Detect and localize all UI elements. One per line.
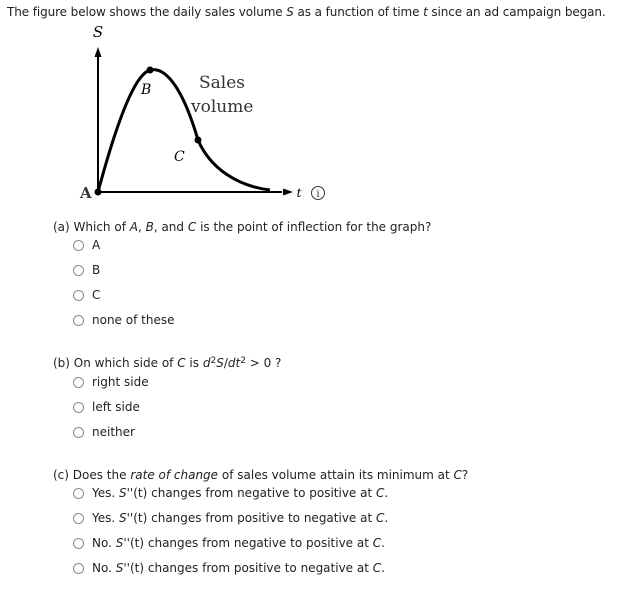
option-text: No. bbox=[92, 561, 116, 575]
question-a-text: is the point of inflection for the graph? bbox=[196, 220, 432, 234]
option-text: changes from positive to negative at bbox=[144, 561, 373, 575]
intro-text bbox=[7, 5, 606, 19]
question-c bbox=[53, 468, 468, 482]
option-label bbox=[92, 536, 385, 550]
radio-button[interactable] bbox=[73, 488, 84, 499]
option-b-right[interactable] bbox=[73, 374, 149, 390]
option-var: C bbox=[372, 536, 382, 550]
option-b-neither[interactable] bbox=[73, 424, 135, 440]
question-b-exponent: 2 bbox=[210, 356, 217, 366]
option-label bbox=[92, 561, 385, 575]
option-label bbox=[92, 486, 388, 500]
question-a-var: B bbox=[145, 220, 154, 234]
question-a-text: , bbox=[137, 220, 146, 234]
option-text: changes from negative to positive at bbox=[144, 536, 373, 550]
x-axis-arrow bbox=[283, 189, 293, 196]
question-a-var: A bbox=[129, 220, 138, 234]
info-icon-glyph: i bbox=[316, 189, 320, 200]
question-b-text: / bbox=[223, 356, 228, 370]
option-text: (t) bbox=[133, 486, 148, 500]
option-c-1[interactable] bbox=[73, 485, 388, 501]
radio-button[interactable] bbox=[73, 427, 84, 438]
y-axis-label: S bbox=[92, 23, 104, 41]
sales-volume-figure bbox=[72, 20, 347, 210]
question-b-text: (b) On which side of bbox=[53, 356, 178, 370]
option-fn: S'' bbox=[115, 561, 130, 575]
option-a-none[interactable] bbox=[73, 312, 174, 328]
question-b-text: > 0 ? bbox=[245, 356, 282, 370]
question-a bbox=[53, 220, 431, 234]
intro-var-s: S bbox=[286, 5, 294, 19]
option-a-b[interactable] bbox=[73, 262, 100, 278]
question-a-var: C bbox=[187, 220, 197, 234]
question-a-text: , and bbox=[153, 220, 188, 234]
option-c-3[interactable] bbox=[73, 535, 385, 551]
option-label bbox=[92, 511, 388, 525]
option-text: Yes. bbox=[92, 486, 119, 500]
option-label: C bbox=[92, 288, 101, 302]
option-a-c[interactable] bbox=[73, 287, 100, 303]
option-text: (t) bbox=[133, 511, 148, 525]
radio-button[interactable] bbox=[73, 377, 84, 388]
point-b-label: B bbox=[141, 82, 152, 98]
question-c-var: C bbox=[453, 468, 462, 482]
option-c-4[interactable] bbox=[73, 560, 385, 576]
radio-button[interactable] bbox=[73, 315, 84, 326]
intro-text-part: as a function of time bbox=[293, 5, 424, 19]
question-b-exponent: 2 bbox=[240, 356, 246, 366]
radio-button[interactable] bbox=[73, 290, 84, 301]
question-b-var: d bbox=[202, 356, 211, 370]
question-b-var: C bbox=[177, 356, 186, 370]
intro-text-part: The figure below shows the daily sales volume bbox=[7, 5, 287, 19]
option-text: changes from negative to positive at bbox=[147, 486, 376, 500]
question-c-emphasis: rate of change bbox=[130, 468, 219, 482]
point-a-label: A bbox=[80, 184, 92, 202]
option-fn: S'' bbox=[119, 511, 134, 525]
option-a-a[interactable] bbox=[73, 237, 100, 253]
option-b-left[interactable] bbox=[73, 399, 140, 415]
point-c-dot bbox=[195, 137, 202, 144]
intro-var-t: t bbox=[423, 5, 428, 19]
question-c-text: of sales volume attain its minimum at bbox=[218, 468, 454, 482]
radio-button[interactable] bbox=[73, 265, 84, 276]
option-text: . bbox=[381, 536, 385, 550]
question-c-text: (c) Does the bbox=[53, 468, 131, 482]
option-label: none of these bbox=[92, 313, 175, 327]
option-label: neither bbox=[92, 425, 135, 439]
option-var: C bbox=[376, 511, 385, 525]
option-text: . bbox=[381, 561, 385, 575]
question-c-text: ? bbox=[461, 468, 469, 482]
curve-label-line1: Sales bbox=[199, 73, 246, 93]
question-b bbox=[53, 356, 281, 370]
radio-button[interactable] bbox=[73, 240, 84, 251]
option-label: left side bbox=[92, 400, 140, 414]
question-b-var: S bbox=[216, 356, 224, 370]
point-a-dot bbox=[95, 189, 102, 196]
question-b-var: dt bbox=[227, 356, 241, 370]
option-fn: S'' bbox=[119, 486, 134, 500]
curve-label-line2: volume bbox=[191, 97, 254, 117]
radio-button[interactable] bbox=[73, 563, 84, 574]
point-b-dot bbox=[147, 67, 154, 74]
option-label: B bbox=[92, 263, 101, 277]
question-a-text: (a) Which of bbox=[53, 220, 130, 234]
option-fn: S'' bbox=[115, 536, 130, 550]
option-var: C bbox=[376, 486, 385, 500]
option-text: . bbox=[384, 486, 389, 500]
option-label: A bbox=[92, 238, 101, 252]
option-label: right side bbox=[92, 375, 149, 389]
option-text: Yes. bbox=[92, 511, 119, 525]
option-text: changes from positive to negative at bbox=[147, 511, 376, 525]
option-c-2[interactable] bbox=[73, 510, 388, 526]
intro-text-part: since an ad campaign began. bbox=[427, 5, 606, 19]
y-axis-arrow bbox=[95, 47, 102, 57]
option-text: (t) bbox=[129, 561, 145, 575]
radio-button[interactable] bbox=[73, 513, 84, 524]
point-c-label: C bbox=[174, 149, 185, 165]
radio-button[interactable] bbox=[73, 402, 84, 413]
option-text: (t) bbox=[129, 536, 145, 550]
radio-button[interactable] bbox=[73, 538, 84, 549]
option-var: C bbox=[372, 561, 382, 575]
x-axis-label: t bbox=[296, 186, 302, 200]
option-text: No. bbox=[92, 536, 116, 550]
question-b-text: is bbox=[185, 356, 203, 370]
option-text: . bbox=[384, 511, 389, 525]
